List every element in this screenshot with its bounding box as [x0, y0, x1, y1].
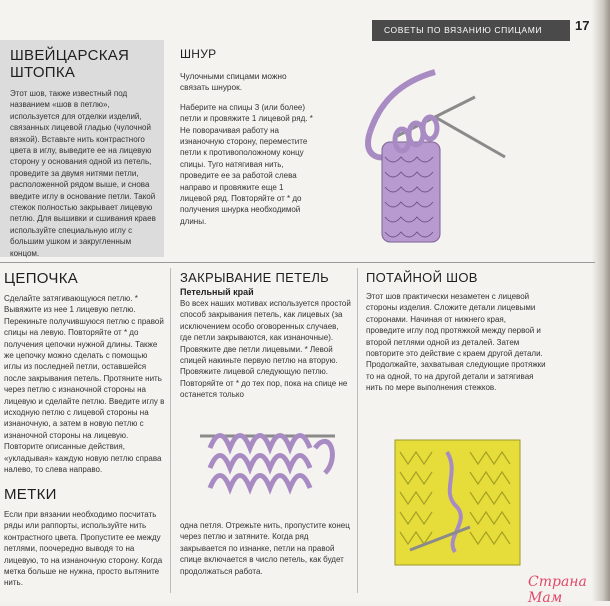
column-divider-left — [170, 268, 171, 593]
page-spine — [592, 0, 610, 601]
cord-section — [180, 47, 315, 227]
markers-section — [4, 486, 167, 589]
markers-title: МЕТКИ — [4, 486, 57, 503]
column-divider-right — [357, 268, 358, 593]
swiss-darning-section — [10, 47, 158, 259]
section-header: СОВЕТЫ ПО ВЯЗАНИЮ СПИЦАМИ — [372, 20, 570, 41]
hidden-seam-section — [366, 270, 546, 394]
cord-intro: Чулочными спицами можно связать шнурок. — [180, 71, 287, 93]
closing-bottom-text: одна петля. Отрежьте нить, пропустите конец через петлю и затяните. Когда ряд закрывается по изнанке, петли на правой спице включается в число петель, как будет продолжаться работа. — [180, 521, 350, 576]
watermark: Страна Мам — [528, 574, 587, 606]
hidden-seam-text: Этот шов практически незаметен с лицевой стороны изделия. Сложите детали лицевыми сторонами. Начиная от нижнего края, проведите иглу под протяжкой между первой и второй петлями одной из деталей. Затем повторите это действие с краем другой детали. Продолжайте, захватывая следующие протяжки то на одной, то на другой детали и затягивая нить по мере выполнения стежков. — [366, 292, 546, 393]
swiss-darning-title: ШВЕЙЦАРСКАЯ ШТОПКА — [10, 47, 130, 81]
hidden-seam-title: ПОТАЙНОЙ ШОВ — [366, 270, 478, 285]
chain-title: ЦЕПОЧКА — [4, 270, 79, 287]
cord-text: Наберите на спицы 3 (или более) петли и провяжите 1 лицевой ряд. * Не поворачивая работу на изнаночную сторону, переместите петли к противоположному концу спицы. Туго натягивая нить, проведите ее за работой слева направо и провяжите еще 1 лицевой ряд. Повторяйте от * до получения шнурка необходимой длины. — [180, 102, 313, 226]
hidden-seam-illustration — [385, 432, 530, 582]
page-number: 17 — [575, 18, 590, 33]
closing-text: Во всех наших мотивах используется простой способ закрывания петель, как лицевых (за исключением особо оговоренных случаев, где петли закрываются, как изнаночные). Провяжите две петли лицевыми. * Левой спицей накиньте первую петлю на вторую. Провяжите лицевой следующую петлю. Повторяйте от * до тех пор, пока на спице не останется только — [180, 299, 351, 400]
closing-title: ЗАКРЫВАНИЕ ПЕТЕЛЬ — [180, 270, 329, 285]
cord-illustration — [340, 62, 510, 252]
closing-subtitle: Петельный край — [180, 287, 254, 297]
closing-section — [180, 270, 352, 401]
chain-section — [4, 270, 167, 476]
swiss-darning-text: Этот шов, также известный под названием «шов в петлю», используется для отделки изделий, связанных лицевой гладью (чулочной вязкой). Вставьте нить контрастного цвета в иглу, выведите ее на лицевую сторону у основания одной из петель, проведите за двумя нитями петли, расположенной рядом выше, и снова введите иглу в основание петли. Такой стежок полностью закрывает лицевую петлю. Для вышивки и сшивания краев используйте специальную иглу с большим ушком и закругленным концом. — [10, 89, 156, 258]
closing-illustration — [195, 418, 345, 513]
markers-text: Если при вязании необходимо посчитать ряды или раппорты, используйте нить контрастного цвета. Пропустите ее между петлями, поочередно выводя то на лицевую, то на изнаночную сторону. Когда метка больше не нужна, просто вытяните нить. — [4, 510, 163, 588]
cord-title: ШНУР — [180, 47, 217, 61]
closing-continued — [180, 520, 352, 577]
section-divider — [0, 262, 595, 263]
chain-text: Сделайте затягивающуюся петлю. * Вывяжите из нее 1 лицевую петлю. Перекиньте получившуюся петлю с правой спицы на левую. Повторяйте от * до получения цепочки нужной длины. Также же цепочку можно сделать с помощью иглы из последней петли, оставшейся после закрывания петель. Протяните нить через петлю с изнаночной стороны на лицевую и сделайте петлю. Введите иглу в исходную петлю с лицевой стороны на изнаночную, а затем в новую петлю с изнаночной стороны на лицевую. Повторите описанные действия, «укладывая» каждую новую петлю справа налево, то слева направо. — [4, 294, 165, 475]
